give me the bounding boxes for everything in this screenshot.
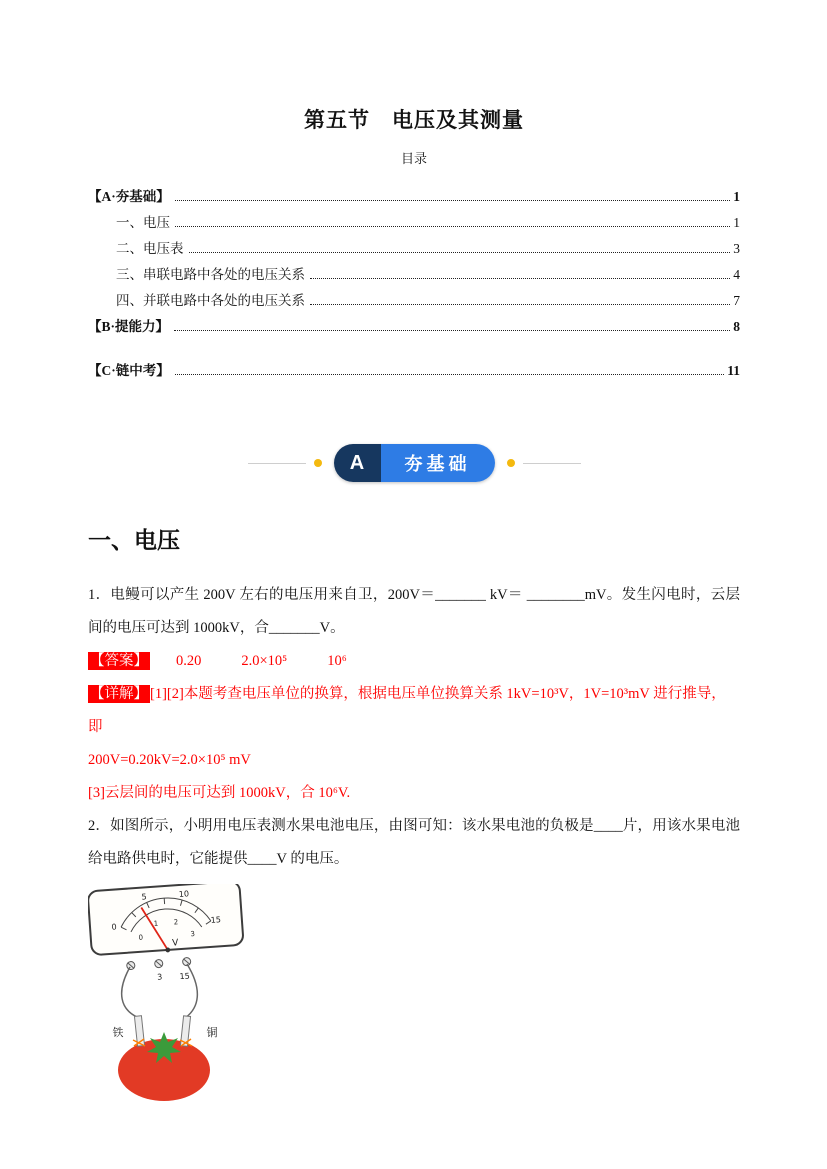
copper-electrode-label: 铜 xyxy=(206,1026,218,1039)
inner-scale-0: 0 xyxy=(138,933,144,942)
outer-scale-0: 0 xyxy=(111,922,117,932)
toc-item-a-foundation[interactable] xyxy=(88,182,740,208)
badge-letter: A xyxy=(334,444,381,482)
banner-line-left xyxy=(248,463,306,464)
question-1-text: 1．电鳗可以产生 200V 左右的电压用来自卫，200V＝_______ kV＝ ________mV。发生闪电时，云层间的电压可达到 1000kV，合_______V。 xyxy=(88,587,740,636)
toc-leader-dots xyxy=(189,252,731,253)
toc-leader-dots xyxy=(310,304,730,305)
inner-scale-2: 2 xyxy=(173,918,179,927)
banner-dot-right xyxy=(507,459,515,467)
toc-heading: 目录 xyxy=(400,151,427,166)
toc-page-number: 11 xyxy=(727,363,740,378)
answer-value-2: 2.0×10⁵ xyxy=(241,653,288,669)
answer-tag: 【答案】 xyxy=(90,653,148,669)
toc-page-number: 1 xyxy=(733,189,740,204)
voltmeter xyxy=(88,884,246,987)
toc-item-c-exam[interactable] xyxy=(88,356,740,382)
outer-scale-10: 10 xyxy=(178,889,190,900)
toc-item-label: 一、电压 xyxy=(116,215,170,230)
table-of-contents xyxy=(88,182,740,382)
answer-value-1: 0.20 xyxy=(176,653,202,669)
toc-item-voltage[interactable] xyxy=(88,208,740,234)
outer-scale-5: 5 xyxy=(141,892,147,902)
meter-unit-label: V xyxy=(171,938,179,949)
toc-item-parallel-voltage[interactable] xyxy=(88,286,740,312)
toc-item-b-ability[interactable] xyxy=(88,312,740,338)
toc-item-label: 三、串联电路中各处的电压关系 xyxy=(116,267,305,282)
toc-page-number: 1 xyxy=(733,215,740,230)
toc-item-label: 【B·提能力】 xyxy=(88,319,170,334)
toc-page-number: 3 xyxy=(733,241,740,256)
detail-line-3: [3]云层间的电压可达到 1000kV，合 10⁶V. xyxy=(88,785,351,801)
answer-value-3: 10⁶ xyxy=(327,653,347,669)
banner-dot-left xyxy=(314,459,322,467)
toc-leader-dots xyxy=(175,200,730,201)
section-banner xyxy=(88,444,740,482)
left-wire xyxy=(122,967,139,1018)
figure-svg xyxy=(88,884,248,1104)
fruit-battery-figure xyxy=(88,884,740,1109)
iron-electrode-label: 铁 xyxy=(112,1026,124,1039)
detail-line-2: 200V=0.20kV=2.0×10⁵ mV xyxy=(88,752,251,768)
question-2-text: 2．如图所示，小明用电压表测水果电池电压，由图可知：该水果电池的负极是____片，用该水果电池给电路供电时，它能提供____V 的电压。 xyxy=(88,818,740,867)
banner-line-right xyxy=(523,463,581,464)
toc-page-number: 4 xyxy=(733,267,740,282)
answer-line xyxy=(88,645,740,678)
toc-leader-dots xyxy=(310,278,730,279)
toc-leader-dots xyxy=(174,330,730,331)
inner-scale-1: 1 xyxy=(153,919,159,928)
toc-leader-dots xyxy=(175,374,724,375)
toc-leader-dots xyxy=(175,226,730,227)
inner-scale-3: 3 xyxy=(190,930,196,939)
badge-label: 夯基础 xyxy=(381,444,495,482)
toc-item-label: 四、并联电路中各处的电压关系 xyxy=(116,293,305,308)
section-a-badge xyxy=(334,444,495,482)
toc-item-label: 【A·夯基础】 xyxy=(88,189,170,204)
terminal-label-15: 15 xyxy=(179,971,191,982)
page-title: 第五节 电压及其测量 xyxy=(304,109,524,132)
toc-page-number: 8 xyxy=(733,319,740,334)
toc-item-series-voltage[interactable] xyxy=(88,260,740,286)
toc-item-label: 【C·链中考】 xyxy=(88,363,170,378)
detail-line-1 xyxy=(88,678,740,744)
terminal-label-3: 3 xyxy=(156,972,163,982)
detail-tag: 【详解】 xyxy=(90,686,148,702)
toc-page-number: 7 xyxy=(733,293,740,308)
meter-terminals xyxy=(127,957,191,969)
detail-text-1: [1][2]本题考查电压单位的换算，根据电压单位换算关系 1kV=10³V，1V=10³mV 进行推导，即 xyxy=(88,686,726,735)
toc-item-voltmeter[interactable] xyxy=(88,234,740,260)
outer-scale-15: 15 xyxy=(210,915,222,925)
toc-item-label: 二、电压表 xyxy=(116,241,184,256)
section-heading: 一、电压 xyxy=(88,527,180,553)
